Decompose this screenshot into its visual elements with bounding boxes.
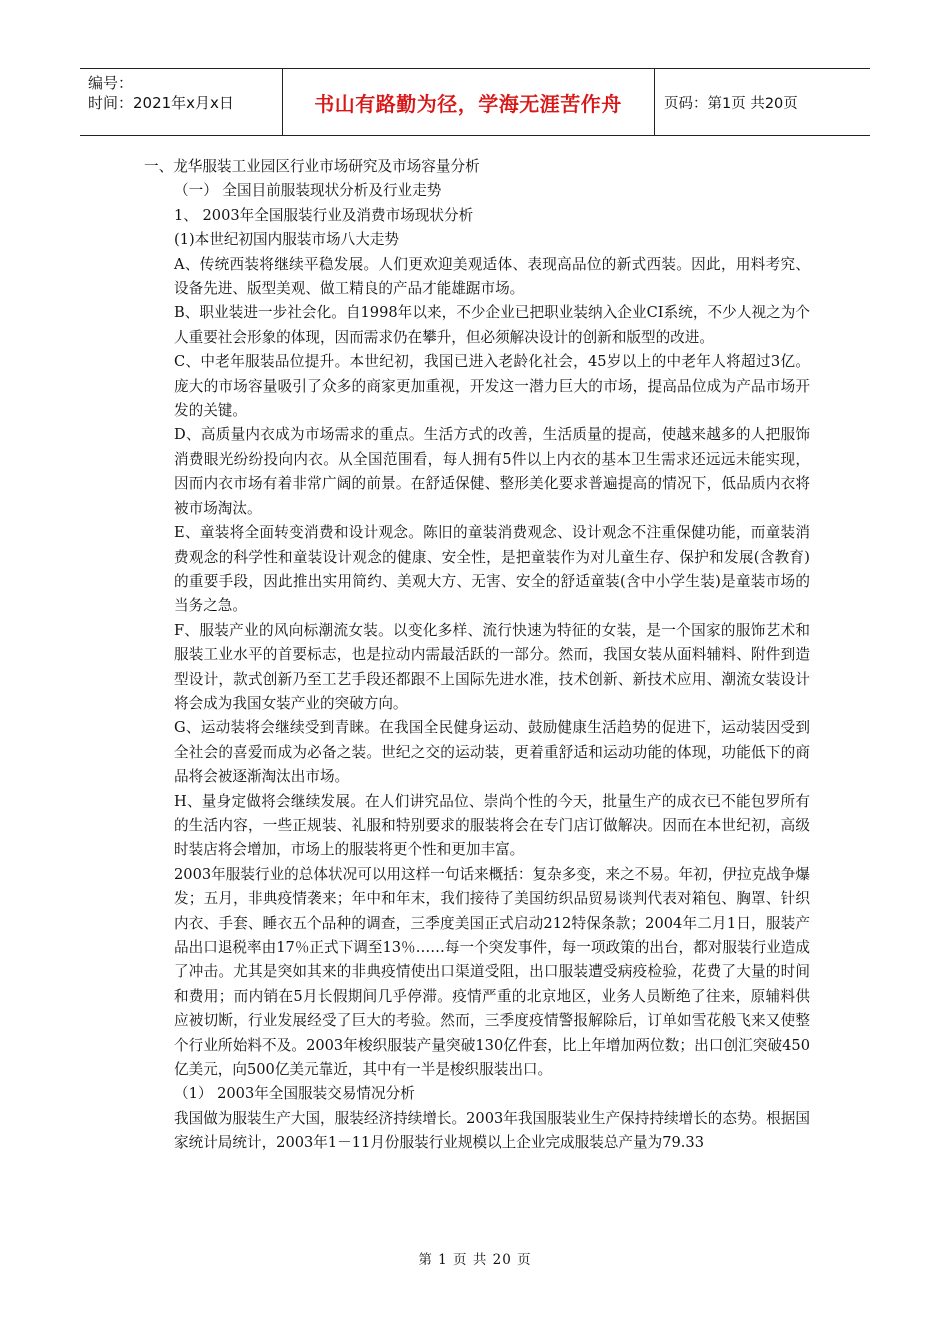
document-date: 时间：2021年x月x日 — [88, 94, 234, 112]
paragraph: D、高质量内衣成为市场需求的重点。生活方式的改善，生活质量的提高，使越来越多的人把服饰消费眼光纷纷投向内衣。从全国范围看，每人拥有5件以上内衣的基本卫生需求还远远未能实现，因而内衣市场有着非常广阔的前景。在舒适保健、整形美化要求普遍提高的情况下，低品质内衣将被市场淘汰。 — [174, 426, 810, 517]
subsection-heading: （一） 全国目前服装现状分析及行业走势 — [174, 182, 442, 200]
paragraph: C、中老年服装品位提升。本世纪初，我国已进入老龄化社会，45岁以上的中老年人将超过3亿。庞大的市场容量吸引了众多的商家更加重视，开发这一潜力巨大的市场，提高品位成为产品市场开发的关键。 — [174, 353, 810, 420]
document-number-label: 编号： — [88, 74, 134, 92]
paragraph: 我国做为服装生产大国，服装经济持续增长。2003年我国服装业生产保持持续增长的态势。根据国家统计局统计，2003年1－11月份服装行业规模以上企业完成服装总产量为79.33 — [174, 1109, 810, 1152]
header-left-cell — [88, 73, 278, 113]
paragraph: H、量身定做将会继续发展。在人们讲究品位、崇尚个性的今天，批量生产的成衣已不能包罗所有的生活内容，一些正规装、礼服和特别要求的服装将会在专门店订做解决。因而在本世纪初，高级时装店将会增加，市场上的服装将更个性和更加丰富。 — [174, 792, 810, 859]
paragraph: A、传统西装将继续平稳发展。人们更欢迎美观适体、表现高品位的新式西装。因此，用料考究、设备先进、版型美观、做工精良的产品才能雄踞市场。 — [174, 255, 810, 298]
paragraph: F、服装产业的风向标潮流女装。以变化多样、流行快速为特征的女装，是一个国家的服饰艺术和服装工业水平的首要标志，也是拉动内需最活跃的一部分。然而，我国女装从面料辅料、附件到造型设计，款式创新乃至工艺手段还都跟不上国际先进水准，技术创新、新技术应用、潮流女装设计将会成为我国女装产业的突破方向。 — [174, 621, 810, 712]
header-page-info: 页码：第1页 共20页 — [664, 95, 798, 112]
document-body — [144, 155, 810, 1156]
paragraph: 2003年服装行业的总体状况可以用这样一句话来概括：复杂多变，来之不易。年初，伊拉克战争爆发；五月，非典疫情袭来；年中和年末，我们接待了美国纺织品贸易谈判代表对箱包、胸罩、针织内衣、手套、睡衣五个品种的调查，三季度美国正式启动212特保条款；2004年二月1日，服装产品出口退税率由17％正式下调至13％……每一个突发事件，每一项政策的出台，都对服装行业造成了冲击。尤其是突如其来的非典疫情使出口渠道受阻，出口服装遭受病疫检验，花费了大量的时间和费用；而内销在5月长假期间几乎停滞。疫情严重的北京地区，业务人员断绝了往来，原辅料供应被切断，行业发展经受了巨大的考验。然而，三季度疫情警报解除后，订单如雪花般飞来又使整个行业所始料不及。2003年梭织服装产量突破130亿件套，比上年增加两位数；出口创汇突破450亿美元，向500亿美元靠近，其中有一半是梭织服装出口。 — [174, 865, 810, 1079]
paragraph: G、运动装将会继续受到青睐。在我国全民健身运动、鼓励健康生活趋势的促进下，运动装因受到全社会的喜爱而成为必备之装。世纪之交的运动装，更着重舒适和运动功能的体现，功能低下的商品将会被逐渐淘汰出市场。 — [174, 719, 810, 786]
subsection-heading: （1） 2003年全国服装交易情况分析 — [174, 1085, 415, 1103]
paragraph: B、职业装进一步社会化。自1998年以来，不少企业已把职业装纳入企业CI系统，不少人视之为个人重要社会形象的体现，因而需求仍在攀升，但必须解决设计的创新和版型的改进。 — [174, 304, 810, 346]
header-table — [80, 68, 870, 136]
section-heading: 一、龙华服装工业园区行业市场研究及市场容量分析 — [144, 158, 480, 175]
subsection-heading: (1)本世纪初国内服装市场八大走势 — [174, 231, 399, 249]
paragraph: E、童装将全面转变消费和设计观念。陈旧的童装消费观念、设计观念不注重保健功能，而童装消费观念的科学性和童装设计观念的健康、安全性，是把童装作为对儿童生存、保护和发展(含教育)的重要手段，因此推出实用简约、美观大方、无害、安全的舒适童装(含中小学生装)是童装市场的当务之急。 — [174, 524, 810, 615]
page-footer: 第 1 页 共 20 页 — [418, 1252, 532, 1268]
header-divider — [654, 69, 655, 135]
header-motto: 书山有路勤为径，学海无涯苦作舟 — [314, 91, 622, 116]
subsection-heading: 1、 2003年全国服装行业及消费市场现状分析 — [174, 206, 474, 224]
